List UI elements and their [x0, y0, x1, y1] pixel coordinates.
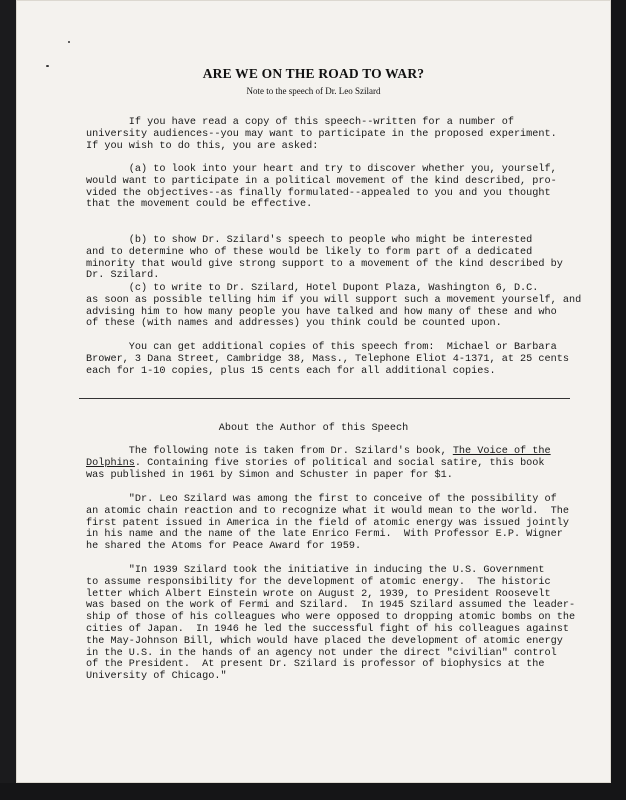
paper-speck	[68, 41, 70, 43]
scan-border-bottom	[0, 783, 626, 800]
scan-border-right	[611, 0, 626, 800]
item-a-paragraph: (a) to look into your heart and try to discover whether you, yourself, would want to participate in a political movement of the kind described, pro- vided the objectives--as finally formulated--appealed to you and you thought that the movement could be effective.	[86, 164, 557, 211]
document-subtitle: Note to the speech of Dr. Leo Szilard	[246, 86, 381, 96]
item-c-paragraph: (c) to write to Dr. Szilard, Hotel Dupont Plaza, Washington 6, D.C. as soon as possible telling him if you will support such a movement yourself, and advising him to how many people you have talked and how many of these and who of these (with names and addresses) you think could be counted upon.	[86, 283, 582, 330]
book-title-link-cont: Dolphins	[86, 457, 135, 469]
document-title: ARE WE ON THE ROAD TO WAR?	[202, 66, 425, 81]
quote-paragraph-2: "In 1939 Szilard took the initiative in inducing the U.S. Government to assume responsibility for the development of atomic energy. The historic letter which Albert Einstein wrote on August 2, 1939, to President Roosevelt was based on the work of Fermi and Szilard. In 1945 Szilard assumed the leader- ship of those of his colleagues who were opposed to dropping atomic bombs on the cities of Japan. In 1946 he led the successful fight of his colleagues against the May-Johnson Bill, which would have placed the development of atomic energy in the U.S. in the hands of an agency not under the direct "civilian" control of the President. At present Dr. Szilard is professor of biophysics at the University of Chicago."	[86, 565, 576, 683]
book-note-paragraph	[86, 446, 551, 481]
book-title-link: The Voice of the	[452, 446, 551, 457]
quote-paragraph-1: "Dr. Leo Szilard was among the first to conceive of the possibility of an atomic chain reaction and to recognize what it would mean to the world. The first patent issued in America in the field of atomic energy was issued jointly in his name and the name of the late Enrico Fermi. With Professor E.P. Wigner he shared the Atoms for Peace Award for 1959.	[86, 494, 569, 553]
note-text-end: was published in 1961 by Simon and Schuster in paper for $1.	[86, 469, 453, 481]
about-heading: About the Author of this Speech	[218, 423, 409, 434]
note-text-cont: . Containing five stories of political and social satire, this book	[134, 457, 545, 469]
copies-paragraph: You can get additional copies of this speech from: Michael or Barbara Brower, 3 Dana Street, Cambridge 38, Mass., Telephone Eliot 4-1371, at 25 cents each for 1-10 copies, plus 15 cents each for all additional copies.	[86, 342, 569, 377]
document-page	[16, 0, 611, 783]
intro-paragraph: If you have read a copy of this speech--written for a number of university audiences--you may want to participate in the proposed experiment. If you wish to do this, you are asked:	[86, 117, 557, 152]
section-divider	[79, 398, 570, 399]
item-b-paragraph: (b) to show Dr. Szilard's speech to people who might be interested and to determine who of these would be likely to form part of a dedicated minority that would give strong support to a movement of the kind described by Dr. Szilard.	[86, 235, 563, 282]
note-text: The following note is taken from Dr. Szilard's book,	[86, 446, 453, 457]
